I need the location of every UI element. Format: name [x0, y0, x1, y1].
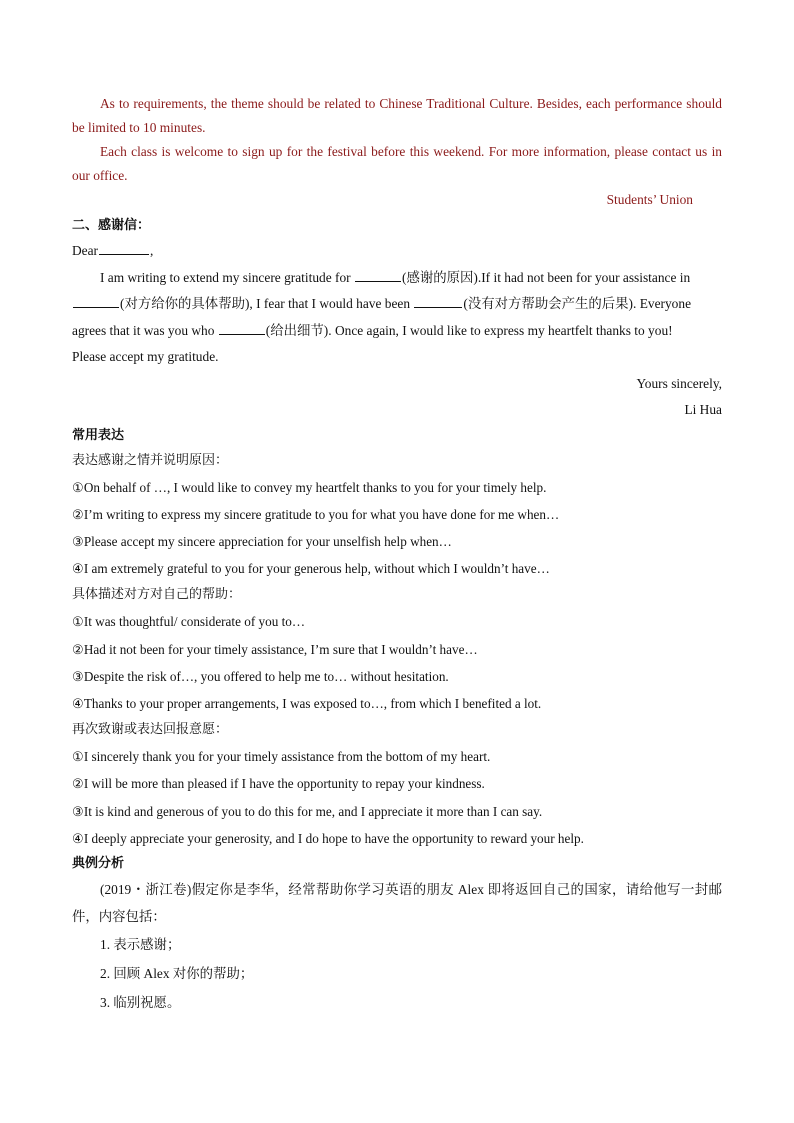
expression-item: ①I sincerely thank you for your timely assistance from the bottom of my heart.: [72, 749, 491, 765]
expression-item: ④I am extremely grateful to you for your generous help, without which I wouldn’t have…: [72, 561, 550, 577]
letter-salutation: [72, 238, 722, 265]
example-prompt: (2019・浙江卷)假定你是李华，经常帮助你学习英语的朋友 Alex 即将返回自己的国家，请给他写一封邮件，内容包括：: [72, 881, 722, 924]
letter-line-1-start: I am writing to extend my sincere gratitude for: [100, 269, 354, 285]
notice-signature: Students’ Union: [606, 192, 693, 207]
letter-line-1-end: (感谢的原因).If it had not been for your assistance in: [401, 269, 691, 285]
expression-item: ④Thanks to your proper arrangements, I was exposed to…, from which I benefited a lot.: [72, 695, 542, 711]
group-title-express-thanks: 表达感谢之情并说明原因：: [72, 452, 229, 468]
group-title-describe-help: 具体描述对方对自己的帮助：: [72, 587, 242, 603]
letter-closing: Yours sincerely,: [636, 375, 722, 391]
salutation-text: Dear: [72, 243, 99, 258]
expression-item: ③It is kind and generous of you to do this for me, and I appreciate it more than I can say.: [72, 803, 543, 819]
expression-item: ①It was thoughtful/ considerate of you to…: [72, 614, 306, 630]
expression-item: ②I will be more than pleased if I have the opportunity to repay your kindness.: [72, 776, 485, 792]
letter-line-1: [72, 265, 722, 292]
letter-line-2-start: (对方给你的具体帮助), I fear that I would have been: [120, 296, 414, 311]
letter-line-4: Please accept my gratitude.: [72, 349, 219, 364]
salutation-comma: ,: [150, 243, 154, 258]
expression-item: ③Please accept my sincere appreciation for your unselfish help when…: [72, 533, 452, 549]
requirement-item: 2. 回顾 Alex 对你的帮助；: [100, 965, 254, 981]
salutation-blank: [99, 242, 149, 255]
section-title-example-analysis: 典例分析: [72, 855, 125, 871]
letter-line-2-end: (没有对方帮助会产生的后果). Everyone: [463, 296, 692, 311]
group-title-thanks-again: 再次致谢或表达回报意愿：: [72, 722, 229, 738]
notice-paragraph-1: As to requirements, the theme should be related to Chinese Traditional Culture. Besides, each performance should be limited to 10 minutes.: [72, 96, 722, 135]
letter-signature: Li Hua: [684, 402, 722, 417]
letter-line-3: [72, 318, 722, 345]
letter-line-3-end: (给出细节). Once again, I would like to express my heartfelt thanks to you!: [265, 322, 673, 338]
letter-line-2: [72, 291, 722, 318]
expression-item: ②Had it not been for your timely assistance, I’m sure that I wouldn’t have…: [72, 641, 478, 657]
requirement-item: 3. 临别祝愿。: [100, 994, 181, 1010]
letter-line-3-start: agrees that it was you who: [72, 322, 218, 338]
section-title-common-expressions: 常用表达: [72, 427, 125, 443]
blank-specific-help: [73, 295, 119, 308]
expression-item: ②I’m writing to express my sincere gratitude to you for what you have done for me when…: [72, 506, 560, 522]
example-requirements-list: [72, 930, 722, 1017]
expression-item: ③Despite the risk of…, you offered to help me to… without hesitation.: [72, 668, 449, 684]
expression-item: ①On behalf of …, I would like to convey my heartfelt thanks to you for your timely help.: [72, 479, 547, 495]
blank-reason: [355, 269, 401, 282]
document-page: [72, 92, 722, 1017]
blank-consequence: [414, 295, 462, 308]
expression-item: ④I deeply appreciate your generosity, and I do hope to have the opportunity to reward your help.: [72, 830, 584, 846]
blank-details: [219, 322, 265, 335]
section-title-thank-you-letter: 二、感谢信：: [72, 218, 151, 233]
notice-paragraph-2: Each class is welcome to sign up for the festival before this weekend. For more information, please contact us in our office.: [72, 144, 722, 183]
requirement-item: 1. 表示感谢；: [100, 936, 181, 952]
